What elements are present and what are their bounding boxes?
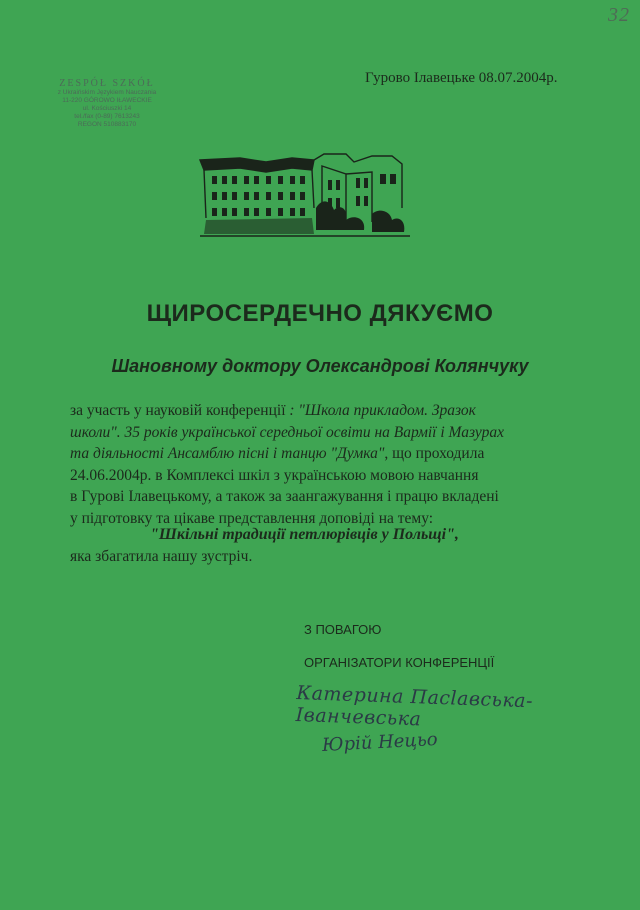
- body-line-1-b: : "Школа прикладом. Зразок: [289, 402, 476, 419]
- page-number: 32: [608, 4, 630, 26]
- stamp-line-4: ul. Kościuszki 14: [82, 105, 132, 112]
- body-line-1: [70, 400, 580, 422]
- body-line-6: у підготовку та цікаве представлення доповіді на тему:: [70, 509, 434, 527]
- talk-title: "Шкільні традиції петлюрівців у Польщі",: [150, 526, 459, 543]
- body-line-2: [70, 422, 580, 444]
- organizers: ОРГАНІЗАТОРИ КОНФЕРЕНЦІЇ: [304, 655, 495, 670]
- regards: З ПОВАГОЮ: [304, 622, 382, 637]
- body-line-3: [70, 443, 580, 465]
- stamp-line-2: z Ukraińskim Językiem Nauczania: [57, 89, 157, 96]
- stamp-line-5: tel./fax (0-89) 7613243: [74, 113, 140, 120]
- body-line-5: в Гурові Ілавецькому, а також за заангажування і працю вкладені: [70, 488, 499, 505]
- body-line-3-b: , що проходила: [384, 445, 485, 462]
- body-line-3-a: та діяльності Ансамблю пісні і танцю "Думка": [70, 445, 385, 462]
- signature-2: Юрій Нецьо: [321, 728, 439, 757]
- body-line-2-text: школи". 35 років української середньої освіти на Вармії і Мазурах: [70, 423, 504, 441]
- body-line-1-a: за участь у науковій конференції: [70, 402, 286, 419]
- school-stamp: [22, 78, 192, 129]
- stamp-line-1: ZESPÓŁ SZKÓŁ: [59, 78, 155, 89]
- signature-1: Катерина Пасlавська-Іванчевська: [295, 682, 534, 731]
- stamp-line-3: 11-220 GÓROWO IŁAWECKIE: [62, 97, 152, 104]
- school-building-illustration: [196, 148, 414, 242]
- recipient: Шановному доктору Олександрові Колянчуку: [111, 356, 529, 376]
- place-date: Гурово Ілавецьке 08.07.2004р.: [365, 70, 558, 86]
- heading: ЩИРОСЕРДЕЧНО ДЯКУЄМО: [146, 300, 494, 327]
- letter-body: [70, 400, 580, 529]
- stamp-line-6: REGON 510883170: [77, 121, 137, 128]
- closing-line: яка збагатила нашу зустріч.: [70, 548, 253, 565]
- body-line-4: 24.06.2004р. в Комплексі шкіл з українською мовою навчання: [70, 466, 479, 484]
